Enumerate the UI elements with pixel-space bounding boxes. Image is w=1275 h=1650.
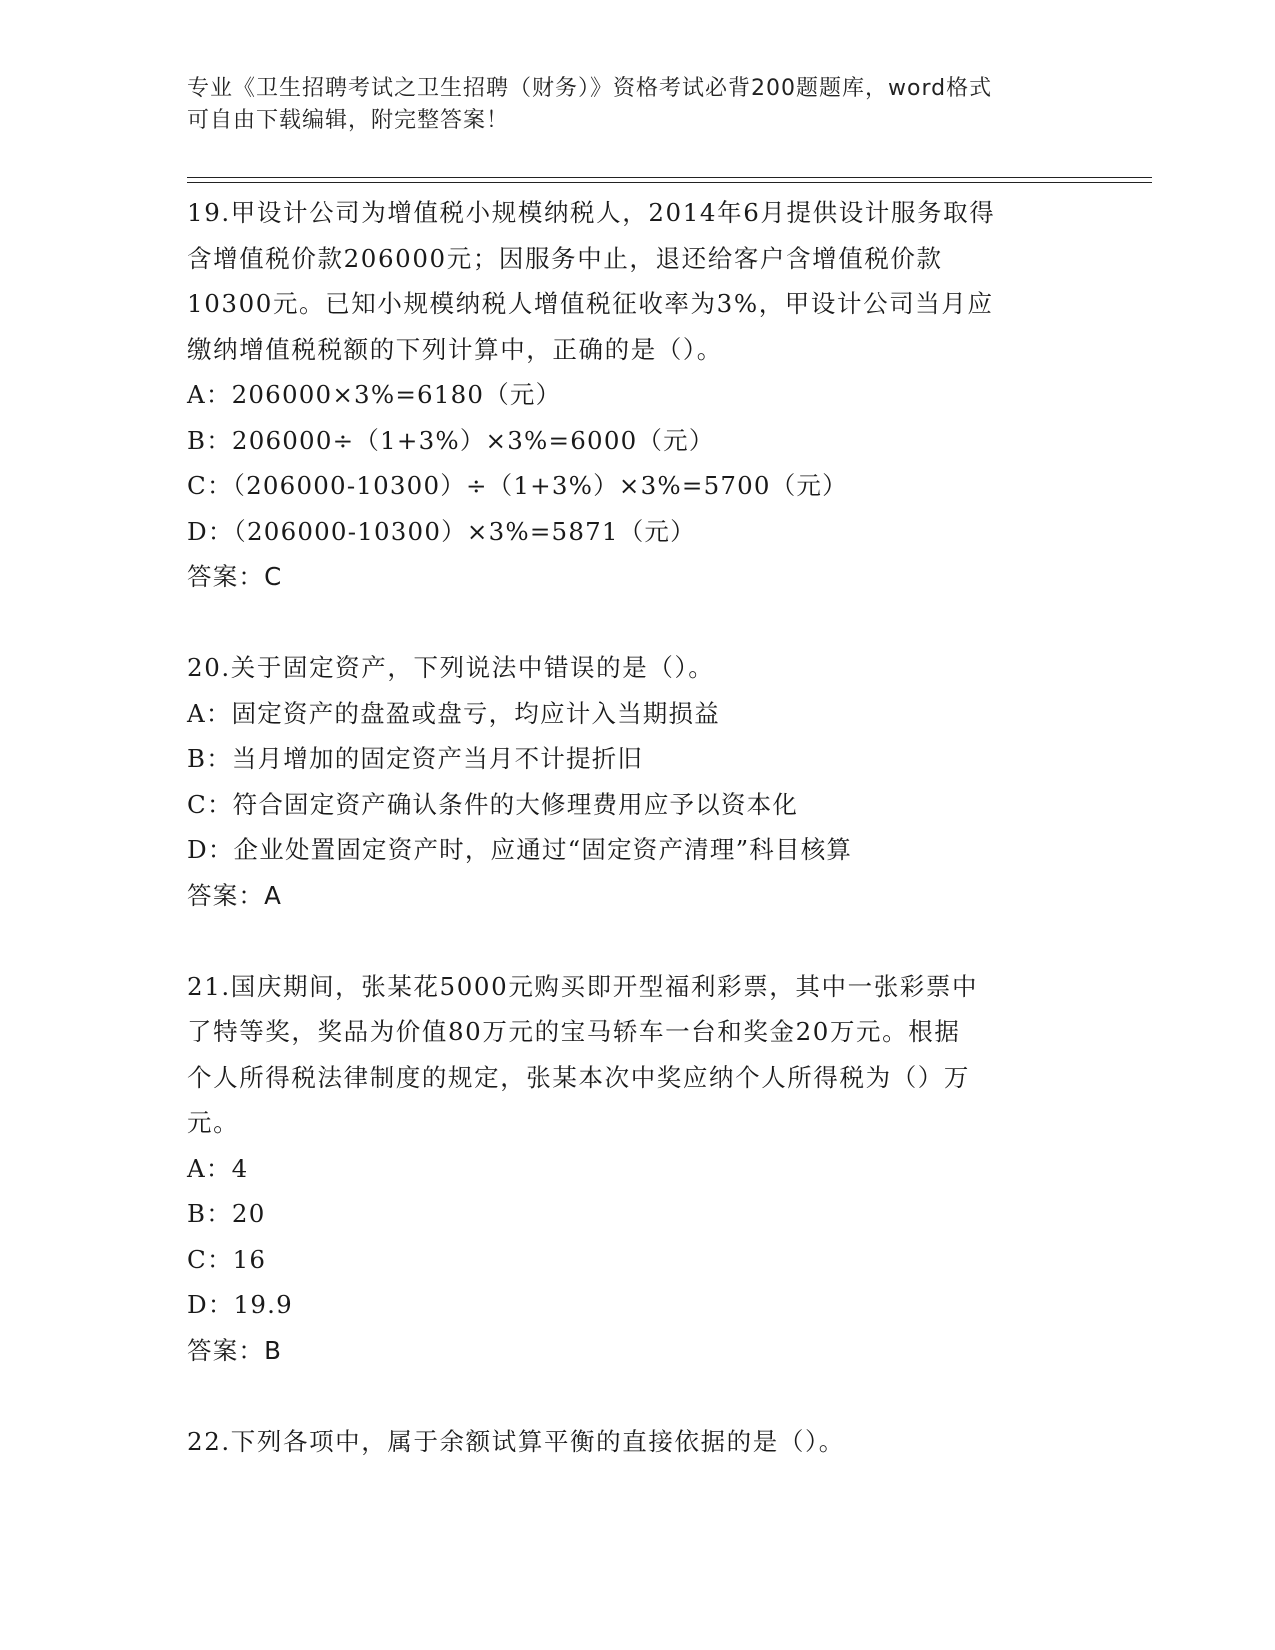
question-19-option-c: C：（206000-10300）÷（1+3%）×3%=5700（元） — [187, 471, 848, 500]
question-19-option-a: A：206000×3%=6180（元） — [187, 380, 562, 409]
spacer — [187, 1373, 1087, 1419]
question-20-option-a: A：固定资产的盘盈或盘亏，均应计入当期损益 — [187, 698, 720, 728]
question-20 — [187, 645, 1087, 918]
header-divider-bottom — [187, 182, 1152, 183]
question-20-option-c: C：符合固定资产确认条件的大修理费用应予以资本化 — [187, 789, 799, 819]
question-19-option-d: D：（206000-10300）×3%=5871（元） — [187, 516, 696, 546]
question-19-answer: 答案：C — [187, 562, 283, 591]
question-20-option-d: D：企业处置固定资产时，应通过“固定资产清理”科目核算 — [187, 835, 853, 864]
question-20-answer: 答案：A — [187, 880, 283, 910]
question-21-option-c: C：16 — [187, 1244, 267, 1274]
question-21 — [187, 964, 1087, 1374]
question-21-line-4: 元。 — [187, 1108, 240, 1137]
question-20-line-1: 20.关于固定资产，下列说法中错误的是（）。 — [187, 653, 715, 682]
question-20-option-b: B：当月增加的固定资产当月不计提折旧 — [187, 744, 644, 773]
question-21-option-d: D：19.9 — [187, 1290, 293, 1319]
question-21-line-1: 21.国庆期间，张某花5000元购买即开型福利彩票，其中一张彩票中 — [187, 971, 979, 1001]
question-19-line-2: 含增值税价款206000元；因服务中止，退还给客户含增值税价款 — [187, 243, 943, 273]
question-22-line-1: 22.下列各项中，属于余额试算平衡的直接依据的是（）。 — [187, 1426, 845, 1456]
question-list — [187, 190, 1087, 1464]
question-19-line-4: 缴纳增值税税额的下列计算中，正确的是（）。 — [187, 334, 723, 364]
question-21-option-a: A：4 — [187, 1153, 249, 1183]
question-22 — [187, 1419, 1087, 1465]
header-divider-top — [187, 177, 1152, 178]
question-21-option-b: B：20 — [187, 1199, 266, 1228]
question-19-option-b: B：206000÷（1+3%）×3%=6000（元） — [187, 425, 715, 455]
header-line-1: 专业《卫生招聘考试之卫生招聘（财务）》资格考试必背200题题库，word格式 — [187, 76, 993, 101]
spacer — [187, 600, 1087, 646]
question-19 — [187, 190, 1087, 600]
question-21-answer: 答案：B — [187, 1335, 283, 1365]
question-19-line-3: 10300元。已知小规模纳税人增值税征收率为3%，甲设计公司当月应 — [187, 289, 994, 318]
question-21-line-2: 了特等奖，奖品为价值80万元的宝马轿车一台和奖金20万元。根据 — [187, 1017, 961, 1046]
document-header — [187, 73, 1087, 137]
header-line-2: 可自由下载编辑，附完整答案！ — [187, 108, 510, 133]
question-21-line-3: 个人所得税法律制度的规定，张某本次中奖应纳个人所得税为（）万 — [187, 1062, 970, 1092]
question-19-line-1: 19.甲设计公司为增值税小规模纳税人，2014年6月提供设计服务取得 — [187, 198, 996, 227]
spacer — [187, 918, 1087, 964]
